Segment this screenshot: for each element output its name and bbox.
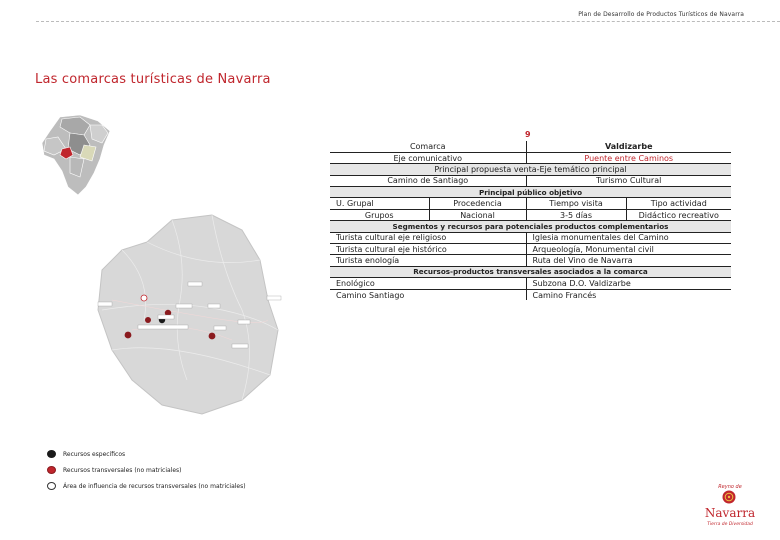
legend-label: Recursos específicos <box>63 450 126 458</box>
eje-row <box>330 152 731 163</box>
publico-columns-row <box>330 198 731 209</box>
propuesta-header-row <box>330 164 731 175</box>
propuesta-header: Principal propuesta venta-Eje temático principal <box>330 164 731 175</box>
comarca-label: Comarca <box>330 141 526 152</box>
specific-resource-icon <box>47 450 56 458</box>
segmentos-header-row <box>330 221 731 232</box>
town-label-box <box>188 282 202 286</box>
comarca-row <box>330 141 731 152</box>
document-header-title: Plan de Desarrollo de Productos Turísticos de Navarra <box>578 11 744 18</box>
publico-column-label: Procedencia <box>429 198 526 209</box>
comarca-info-table <box>330 141 731 300</box>
publico-values-row <box>330 209 731 220</box>
legend-label: Área de influencia de recursos transversales (no matriciales) <box>63 482 246 490</box>
propuesta-right: Turismo Cultural <box>526 175 731 186</box>
logo-top-text: Reyno de <box>718 484 742 490</box>
town-label-box <box>158 315 174 319</box>
locator-map <box>40 115 120 195</box>
publico-value: Nacional <box>429 209 526 220</box>
recurso-row <box>330 278 731 289</box>
town-label-box <box>238 320 250 324</box>
segment-name: Turista cultural eje religioso <box>330 232 526 243</box>
recursos-header-row <box>330 266 731 277</box>
step-number: 9 <box>525 130 531 139</box>
transversal-resource-icon <box>47 466 56 474</box>
publico-value: Didáctico recreativo <box>626 209 731 220</box>
header-divider <box>36 21 780 22</box>
segment-row <box>330 255 731 266</box>
influence-area-icon <box>47 482 56 490</box>
legend-item-transversal <box>47 462 246 478</box>
eje-value: Puente entre Caminos <box>526 152 731 163</box>
town-label-box <box>98 302 112 306</box>
logo-main-text: Navarra <box>704 506 756 520</box>
town-label-box <box>232 344 248 348</box>
publico-value: Grupos <box>330 209 429 220</box>
comarca-value: Valdizarbe <box>605 141 653 151</box>
recurso-resource: Camino Francés <box>526 289 731 300</box>
map-legend <box>47 446 246 494</box>
town-label-box <box>267 296 281 300</box>
publico-column-label: Tipo actividad <box>626 198 731 209</box>
navarra-emblem-icon <box>722 490 736 504</box>
transversal-resource-marker <box>125 332 132 339</box>
legend-item-specific <box>47 446 246 462</box>
transversal-resource-marker <box>145 317 151 323</box>
influence-area-marker <box>141 295 147 301</box>
segment-row <box>330 244 731 255</box>
propuesta-row <box>330 175 731 186</box>
recurso-resource: Subzona D.O. Valdizarbe <box>526 278 731 289</box>
segment-resource: Ruta del Vino de Navarra <box>526 255 731 266</box>
legend-item-influence <box>47 478 246 494</box>
recurso-row <box>330 289 731 300</box>
publico-header-row <box>330 187 731 198</box>
recurso-name: Camino Santiago <box>330 289 526 300</box>
town-label-box <box>208 304 220 308</box>
propuesta-left: Camino de Santiago <box>330 175 526 186</box>
eje-label: Eje comunicativo <box>330 152 526 163</box>
segment-resource: Iglesia monumentales del Camino <box>526 232 731 243</box>
town-label-box <box>176 304 192 308</box>
comarca-map-outline <box>98 215 278 414</box>
segment-resource: Arqueología, Monumental civil <box>526 244 731 255</box>
town-label-box <box>138 325 188 329</box>
reyno-de-navarra-logo <box>700 480 760 536</box>
segment-row <box>330 232 731 243</box>
comarca-map <box>92 200 292 420</box>
transversal-resource-marker <box>209 333 216 340</box>
publico-column-label: Tiempo visita <box>526 198 626 209</box>
town-label-box <box>214 326 226 330</box>
page-title: Las comarcas turísticas de Navarra <box>35 72 271 87</box>
segmentos-header: Segmentos y recursos para potenciales productos complementarios <box>330 221 731 232</box>
publico-column-label: U. Grupal <box>330 198 429 209</box>
publico-value: 3-5 días <box>526 209 626 220</box>
publico-header: Principal público objetivo <box>330 187 731 198</box>
logo-sub-text: Tierra de Diversidad <box>707 522 753 527</box>
segment-name: Turista cultural eje histórico <box>330 244 526 255</box>
legend-label: Recursos transversales (no matriciales) <box>63 466 182 474</box>
recurso-name: Enológico <box>330 278 526 289</box>
segment-name: Turista enología <box>330 255 526 266</box>
recursos-header: Recursos-productos transversales asociados a la comarca <box>330 266 731 277</box>
